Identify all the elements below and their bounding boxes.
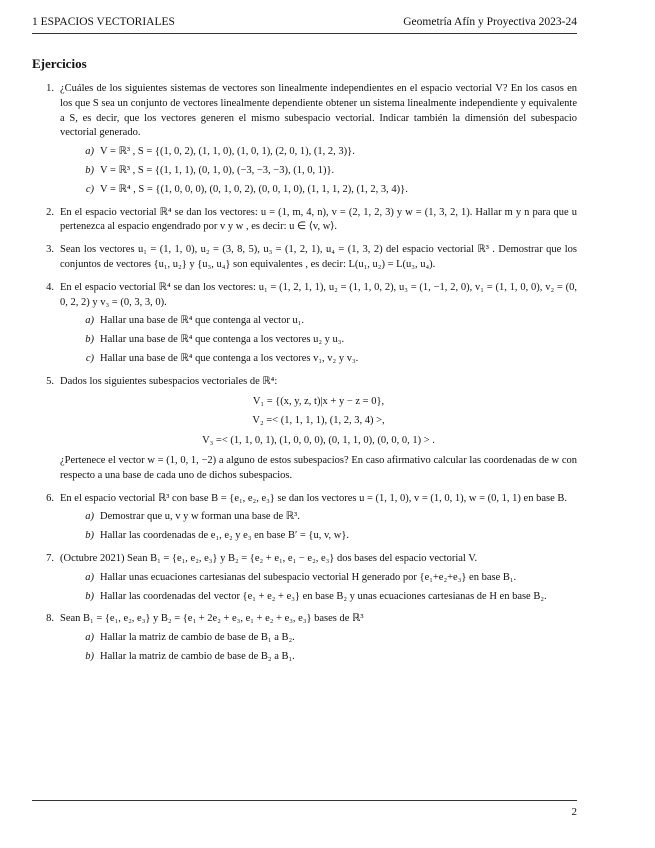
page-number: 2	[571, 806, 577, 818]
exercise-4	[32, 281, 577, 367]
header-rule	[32, 33, 577, 34]
equation-v3: V₃ =< (1, 1, 0, 1), (1, 0, 0, 0), (0, 1, 1, 0), (0, 0, 0, 1) > .	[202, 435, 435, 447]
exercise-text: ¿Cuáles de los siguientes sistemas de vectores son linealmente independientes en el espacio vectorial V? En los casos en los que S sea un conjunto de vectores linealmente dependiente obtener un sistema linealmente independiente y equivalente a S, es decir, que los vectores generen el mismo subespacio vectorial. Indicar también la dimensión del subespacio vectorial generado.	[60, 83, 577, 139]
subitem	[60, 650, 577, 665]
subitem-label: a)	[85, 632, 94, 644]
exercise-text: (Octubre 2021) Sean B₁ = {e₁, e₂, e₃} y B₂ = {e₂ + e₁, e₁ − e₂, e₃} dos bases del espacio vectorial V.	[60, 552, 478, 564]
subitem	[60, 145, 577, 160]
subitem-text: V = ℝ³ , S = {(1, 1, 1), (0, 1, 0), (−3, −3, −3), (1, 0, 1)}.	[100, 164, 335, 176]
subitem	[60, 183, 577, 198]
subitem-label: a)	[85, 146, 94, 158]
subitem-label: b)	[85, 164, 94, 176]
subitem	[60, 510, 577, 525]
equation-v2: V₂ =< (1, 1, 1, 1), (1, 2, 3, 4) >,	[252, 415, 385, 427]
exercise-number: 6.	[46, 492, 54, 504]
exercise-1	[32, 82, 577, 198]
subitem-label: c)	[85, 352, 94, 364]
subitem	[60, 333, 577, 348]
subitem	[60, 631, 577, 646]
exercise-number: 7.	[46, 552, 54, 564]
subitem-text: Hallar una base de ℝ⁴ que contenga al vector u₁.	[100, 315, 304, 327]
subitem-label: a)	[85, 315, 94, 327]
exercise-list	[32, 82, 577, 673]
header-course: Geometría Afín y Proyectiva 2023-24	[403, 16, 577, 28]
subitem	[60, 590, 577, 605]
exercise-2	[32, 206, 577, 236]
exercise-text: En el espacio vectorial ℝ⁴ se dan los vectores: u = (1, m, 4, n), v = (2, 1, 2, 3) y w = (1, 3, 2, 1). Hallar m y n para que u pertenezca al espacio engendrado por v y w , es decir: u ∈ ⟨v, w⟩.	[60, 206, 577, 233]
subitem-text: Hallar las coordenadas de e₁, e₂ y e₃ en base B′ = {u, v, w}.	[100, 530, 350, 542]
exercise-number: 5.	[46, 375, 54, 387]
subitem-text: Hallar una base de ℝ⁴ que contenga a los vectores u₂ y u₃.	[100, 334, 345, 346]
page-header	[32, 16, 577, 28]
header-section: 1 ESPACIOS VECTORIALES	[32, 16, 175, 28]
subitem-label: a)	[85, 571, 94, 583]
subitem-label: b)	[85, 334, 94, 346]
exercise-text: En el espacio vectorial ℝ⁴ se dan los vectores: u₁ = (1, 2, 1, 1), u₂ = (1, 1, 0, 2), u₃ = (1, −1, 2, 0), v₁ = (1, 1, 0, 0), v₂ = (0, 0, 2, 2) y v₃ = (0, 3, 3, 0).	[60, 281, 577, 308]
equation-v1: V₁ = {(x, y, z, t)|x + y − z = 0},	[252, 395, 385, 407]
section-title: Ejercicios	[32, 56, 87, 71]
exercise-number: 8.	[46, 613, 54, 625]
exercise-followup: ¿Pertenece el vector w = (1, 0, 1, −2) a alguno de estos subespacios? En caso afirmativo calcular las coordenadas de w con respecto a una base de cada uno de dichos subespacios.	[60, 454, 577, 481]
subitem-text: Hallar las coordenadas del vector {e₁ + e₂ + e₃} en base B₂ y unas ecuaciones cartesianas de H en base B₂.	[100, 590, 547, 602]
exercise-number: 3.	[46, 244, 54, 256]
exercise-5	[32, 375, 577, 484]
subitem-label: a)	[85, 511, 94, 523]
exercise-number: 4.	[46, 281, 54, 293]
exercise-text: Sean B₁ = {e₁, e₂, e₃} y B₂ = {e₁ + 2e₂ + e₃, e₁ + e₂ + e₃, e₃} bases de ℝ³	[60, 613, 364, 625]
exercise-text: Sean los vectores u₁ = (1, 1, 0), u₂ = (3, 8, 5), u₃ = (1, 2, 1), u₄ = (1, 3, 2) del espacio vectorial ℝ³ . Demostrar que los conjuntos de vectores {u₁, u₂} y {u₃, u₄} son equivalentes , es decir: L(u₁, u₂) = L(u₃, u₄).	[60, 244, 577, 270]
subitem-text: Hallar la matriz de cambio de base de B₁ a B₂.	[100, 632, 295, 644]
subitem-text: Hallar la matriz de cambio de base de B₂ a B₁.	[100, 650, 295, 662]
subitem-label: b)	[85, 650, 94, 662]
exercise-6	[32, 492, 577, 544]
exercise-7	[32, 552, 577, 604]
exercise-text: Dados los siguientes subespacios vectoriales de ℝ⁴:	[60, 375, 278, 387]
subitem	[60, 352, 577, 367]
footer-rule	[32, 800, 577, 801]
exercise-number: 2.	[46, 206, 54, 218]
exercise-text: En el espacio vectorial ℝ³ con base B = {e₁, e₂, e₃} se dan los vectores u = (1, 1, 0), v = (1, 0, 1), w = (0, 1, 1) en base B.	[60, 492, 567, 504]
subitem	[60, 164, 577, 179]
exercise-3	[32, 243, 577, 273]
exercise-number: 1.	[46, 83, 54, 94]
exercise-8	[32, 612, 577, 664]
subitem	[60, 529, 577, 544]
subitem-label: b)	[85, 590, 94, 602]
subitem	[60, 314, 577, 329]
subitem	[60, 571, 577, 586]
subitem-label: c)	[85, 183, 94, 195]
subitem-text: Hallar una base de ℝ⁴ que contenga a los vectores v₁, v₂ y v₃.	[100, 352, 359, 364]
subitem-text: V = ℝ³ , S = {(1, 0, 2), (1, 1, 0), (1, 0, 1), (2, 0, 1), (1, 2, 3)}.	[100, 146, 355, 158]
subitem-label: b)	[85, 530, 94, 542]
subitem-text: Hallar unas ecuaciones cartesianas del subespacio vectorial H generado por {e₁+e₂+e₃} en base B₁.	[100, 571, 517, 583]
subitem-text: Demostrar que u, v y w forman una base de ℝ³.	[100, 511, 300, 523]
subitem-text: V = ℝ⁴ , S = {(1, 0, 0, 0), (0, 1, 0, 2), (0, 0, 1, 0), (1, 1, 1, 2), (1, 2, 3, 4)}.	[100, 183, 408, 195]
